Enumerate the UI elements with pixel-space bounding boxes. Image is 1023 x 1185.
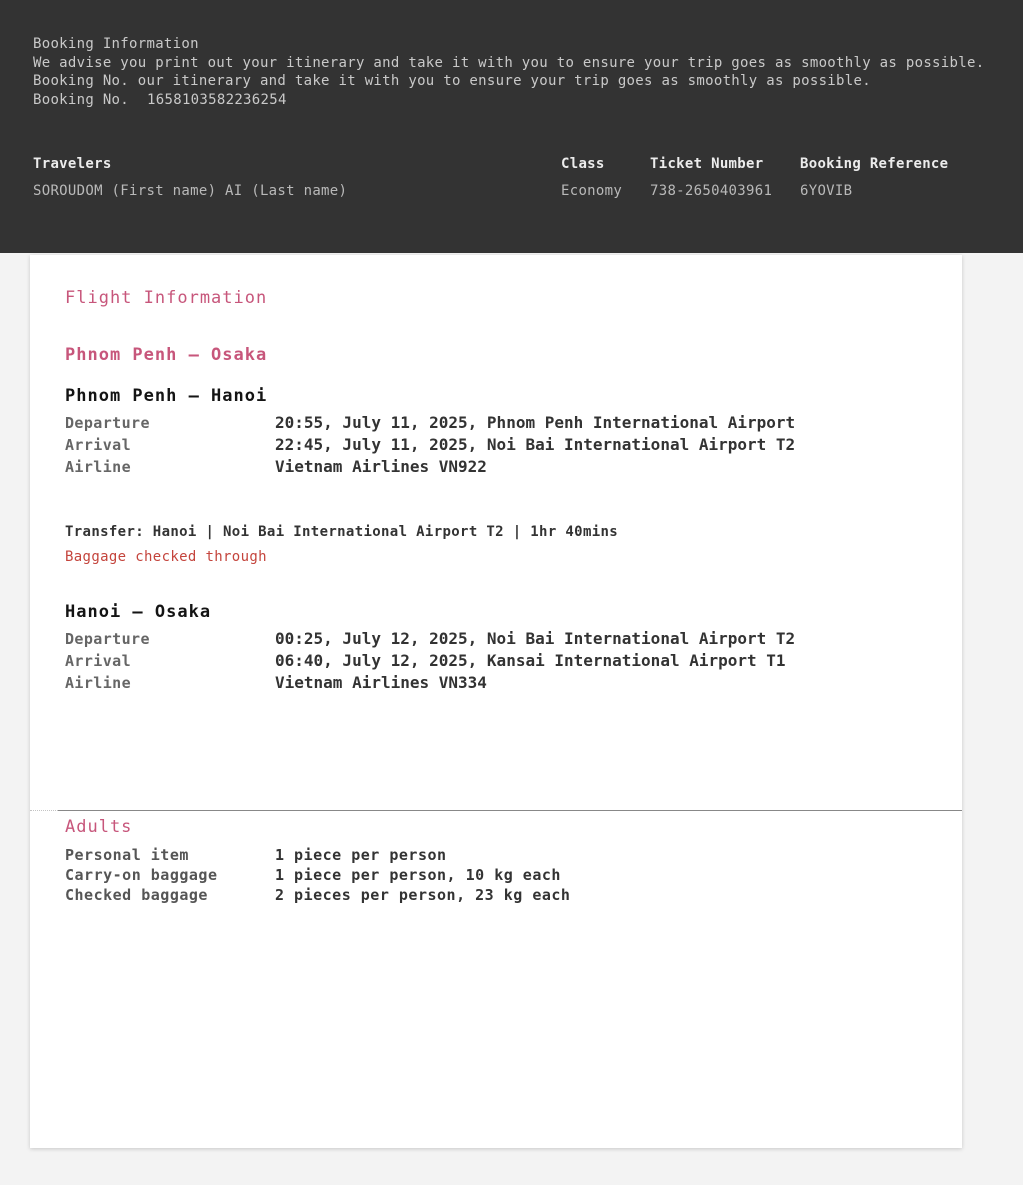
itinerary-card (30, 255, 962, 1148)
personal-item-value: 1 piece per person (275, 846, 447, 864)
adults-baggage-title: Adults (65, 817, 133, 837)
class-column (561, 156, 650, 199)
section-divider (30, 810, 962, 811)
transfer-info: Transfer: Hanoi | Noi Bai International Airport T2 | 1hr 40mins (65, 524, 619, 540)
travelers-table (33, 156, 990, 199)
airline-row (65, 456, 927, 478)
booking-number-value: 1658103582236254 (147, 91, 287, 108)
arrival-label: Arrival (65, 652, 132, 670)
departure-label: Departure (65, 630, 150, 648)
travelers-header: Travelers (33, 156, 112, 173)
segment-1-details (65, 412, 927, 478)
baggage-checked-note: Baggage checked through (65, 549, 267, 565)
booking-info-title: Booking Information (33, 36, 199, 52)
baggage-allowance-table (65, 845, 927, 905)
booking-reference-column (800, 156, 990, 199)
ticket-number-header: Ticket Number (650, 156, 764, 173)
booking-reference-value: 6YOVIB (800, 183, 853, 200)
segment-2-details (65, 628, 927, 694)
personal-item-row (65, 845, 927, 865)
class-header: Class (561, 156, 605, 173)
booking-advice-line2: Booking No. our itinerary and take it with you to ensure your trip goes as smoothly as possible. (33, 73, 871, 90)
booking-reference-header: Booking Reference (800, 156, 949, 173)
segment-1-title: Phnom Penh – Hanoi (65, 386, 268, 406)
divider-rule (58, 810, 962, 811)
booking-info-block (33, 35, 990, 109)
segment-2-title: Hanoi – Osaka (65, 602, 212, 622)
carry-on-row (65, 865, 927, 885)
checked-baggage-row (65, 885, 927, 905)
checked-baggage-label: Checked baggage (65, 886, 208, 904)
booking-number-label: Booking No. (33, 91, 130, 108)
departure-label: Departure (65, 414, 150, 432)
arrival-label: Arrival (65, 436, 132, 454)
airline-label: Airline (65, 458, 132, 476)
booking-header (0, 0, 1023, 253)
departure-row (65, 628, 927, 650)
class-value: Economy (561, 183, 623, 200)
route-title: Phnom Penh – Osaka (65, 345, 268, 365)
booking-number-line (33, 91, 990, 110)
travelers-column (33, 156, 561, 199)
carry-on-value: 1 piece per person, 10 kg each (275, 866, 561, 884)
arrival-value: 06:40, July 12, 2025, Kansai International Airport T1 (275, 651, 786, 670)
traveler-name: SOROUDOM (First name) AI (Last name) (33, 183, 348, 200)
departure-value: 00:25, July 12, 2025, Noi Bai International Airport T2 (275, 629, 796, 648)
divider-dotted-stub (30, 810, 58, 811)
ticket-number-column (650, 156, 800, 199)
airline-value: Vietnam Airlines VN922 (275, 457, 487, 476)
airline-value: Vietnam Airlines VN334 (275, 673, 487, 692)
booking-advice-line1: We advise you print out your itinerary and take it with you to ensure your trip goes as smoothly as possible. (33, 54, 985, 71)
flight-information-title: Flight Information (65, 288, 268, 308)
ticket-number-value: 738-2650403961 (650, 183, 773, 200)
arrival-row (65, 650, 927, 672)
arrival-value: 22:45, July 11, 2025, Noi Bai International Airport T2 (275, 435, 796, 454)
airline-row (65, 672, 927, 694)
carry-on-label: Carry-on baggage (65, 866, 218, 884)
arrival-row (65, 434, 927, 456)
departure-value: 20:55, July 11, 2025, Phnom Penh International Airport (275, 413, 796, 432)
airline-label: Airline (65, 674, 132, 692)
departure-row (65, 412, 927, 434)
personal-item-label: Personal item (65, 846, 189, 864)
checked-baggage-value: 2 pieces per person, 23 kg each (275, 886, 571, 904)
